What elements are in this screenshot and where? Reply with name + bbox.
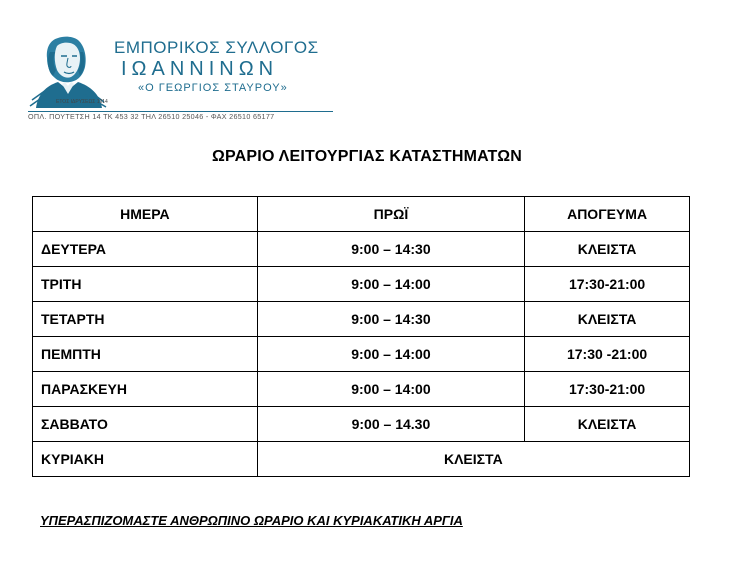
org-subtitle: «Ο ΓΕΩΡΓΙΟΣ ΣΤΑΥΡΟΥ» [138,82,288,94]
morning-cell: 9:00 – 14:00 [257,337,524,372]
table-row [33,337,690,372]
org-name-line1: ΕΜΠΟΡΙΚΟΣ ΣΥΛΛΟΓΟΣ [114,38,319,57]
morning-cell: 9:00 – 14:30 [257,302,524,337]
day-cell: ΣΑΒΒΑΤΟ [33,407,258,442]
footer-slogan: ΥΠΕΡΑΣΠΙΖΟΜΑΣΤΕ ΑΝΘΡΩΠΙΝΟ ΩΡΑΡΙΟ ΚΑΙ ΚΥΡΙΑΚΑΤΙΚΗ ΑΡΓΙΑ [40,513,463,528]
column-header-morning: ΠΡΩΪ [257,197,524,232]
table-row [33,302,690,337]
day-cell: ΤΡΙΤΗ [33,267,258,302]
page-title: ΩΡΑΡΙΟ ΛΕΙΤΟΥΡΓΙΑΣ ΚΑΤΑΣΤΗΜΑΤΩΝ [211,148,523,165]
day-cell: ΠΑΡΑΣΚΕΥΗ [33,372,258,407]
hours-table [32,196,690,477]
afternoon-cell: ΚΛΕΙΣΤΑ [525,302,690,337]
afternoon-cell: 17:30-21:00 [525,267,690,302]
column-header-day: ΗΜΕΡΑ [33,197,258,232]
day-cell: ΔΕΥΤΕΡΑ [33,232,258,267]
sunday-status-cell: ΚΛΕΙΣΤΑ [257,442,689,477]
column-header-afternoon: ΑΠΟΓΕΥΜΑ [525,197,690,232]
table-row [33,232,690,267]
founder-portrait-logo [28,30,108,108]
morning-cell: 9:00 – 14:30 [257,232,524,267]
day-cell: ΠΕΜΠΤΗ [33,337,258,372]
founded-caption: ΕΤΟΣ ΙΔΡΥΣΕΩΣ 1914 [56,99,108,105]
table-header-row [33,197,690,232]
day-cell: ΚΥΡΙΑΚΗ [33,442,258,477]
table-row [33,372,690,407]
afternoon-cell: 17:30-21:00 [525,372,690,407]
afternoon-cell: 17:30 -21:00 [525,337,690,372]
table-row-sunday [33,442,690,477]
afternoon-cell: ΚΛΕΙΣΤΑ [525,407,690,442]
table-row [33,267,690,302]
org-name-line2: ΙΩΑΝΝΙΝΩΝ [121,58,279,80]
morning-cell: 9:00 – 14.30 [257,407,524,442]
morning-cell: 9:00 – 14:00 [257,267,524,302]
morning-cell: 9:00 – 14:00 [257,372,524,407]
day-cell: ΤΕΤΑΡΤΗ [33,302,258,337]
letterhead [28,30,338,122]
contact-address: ΟΠΛ. ΠΟΥΤΕΤΣΗ 14 ΤΚ 453 32 ΤΗΛ 26510 25046 - ΦΑΧ 26510 65177 [28,112,275,121]
table-row [33,407,690,442]
afternoon-cell: ΚΛΕΙΣΤΑ [525,232,690,267]
